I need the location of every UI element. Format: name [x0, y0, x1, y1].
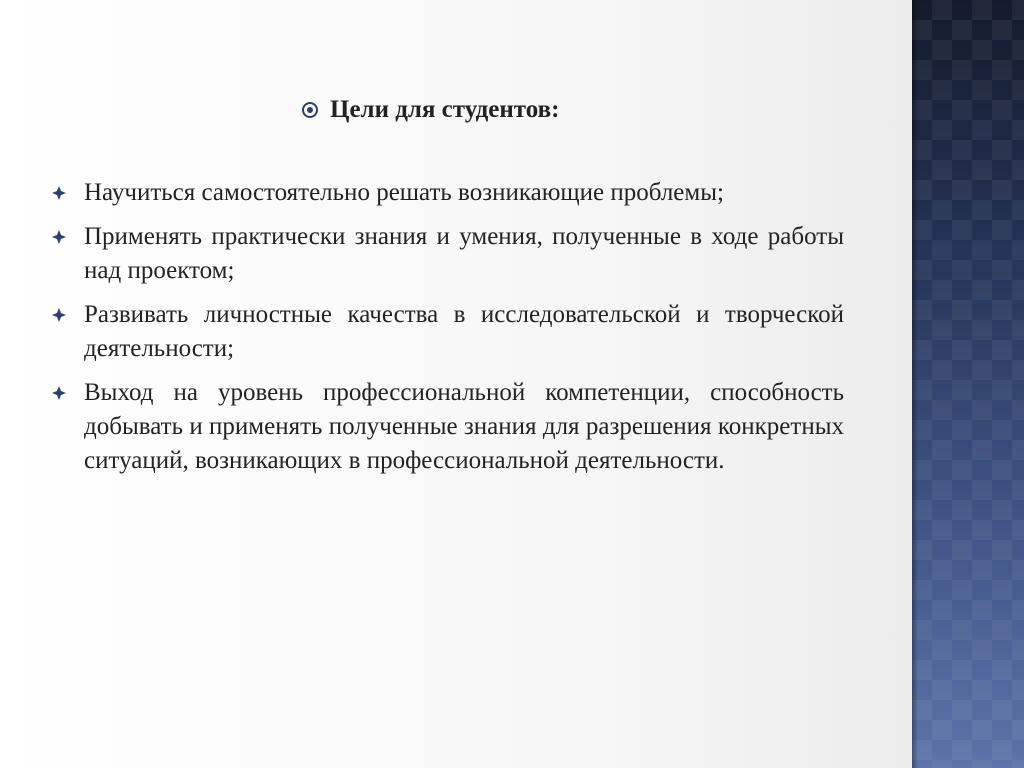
side-decoration-panel — [912, 0, 1024, 768]
slide-title-row — [302, 96, 559, 124]
list-item — [52, 176, 844, 210]
goal-list — [52, 176, 844, 488]
list-item — [52, 298, 844, 366]
list-item-text: Применять практически знания и умения, полученные в ходе работы над проектом; — [84, 223, 844, 284]
list-item-text: Развивать личностные качества в исследовательской и творческой деятельности; — [84, 301, 844, 362]
diamond-bullet-icon — [52, 220, 84, 254]
list-item-text: Выход на уровень профессиональной компетенции, способность добывать и применять полученные знания для разрешения конкретных ситуаций, возникающих в профессиональной деятельности. — [84, 379, 844, 474]
diamond-bullet-icon — [52, 298, 84, 332]
diamond-bullet-icon — [52, 176, 84, 210]
list-item-text: Научиться самостоятельно решать возникающие проблемы; — [84, 179, 724, 206]
target-bullet-icon — [302, 102, 318, 118]
list-item — [52, 376, 844, 478]
list-item — [52, 220, 844, 288]
slide-title: Цели для студентов: — [330, 96, 560, 123]
diamond-bullet-icon — [52, 376, 84, 410]
